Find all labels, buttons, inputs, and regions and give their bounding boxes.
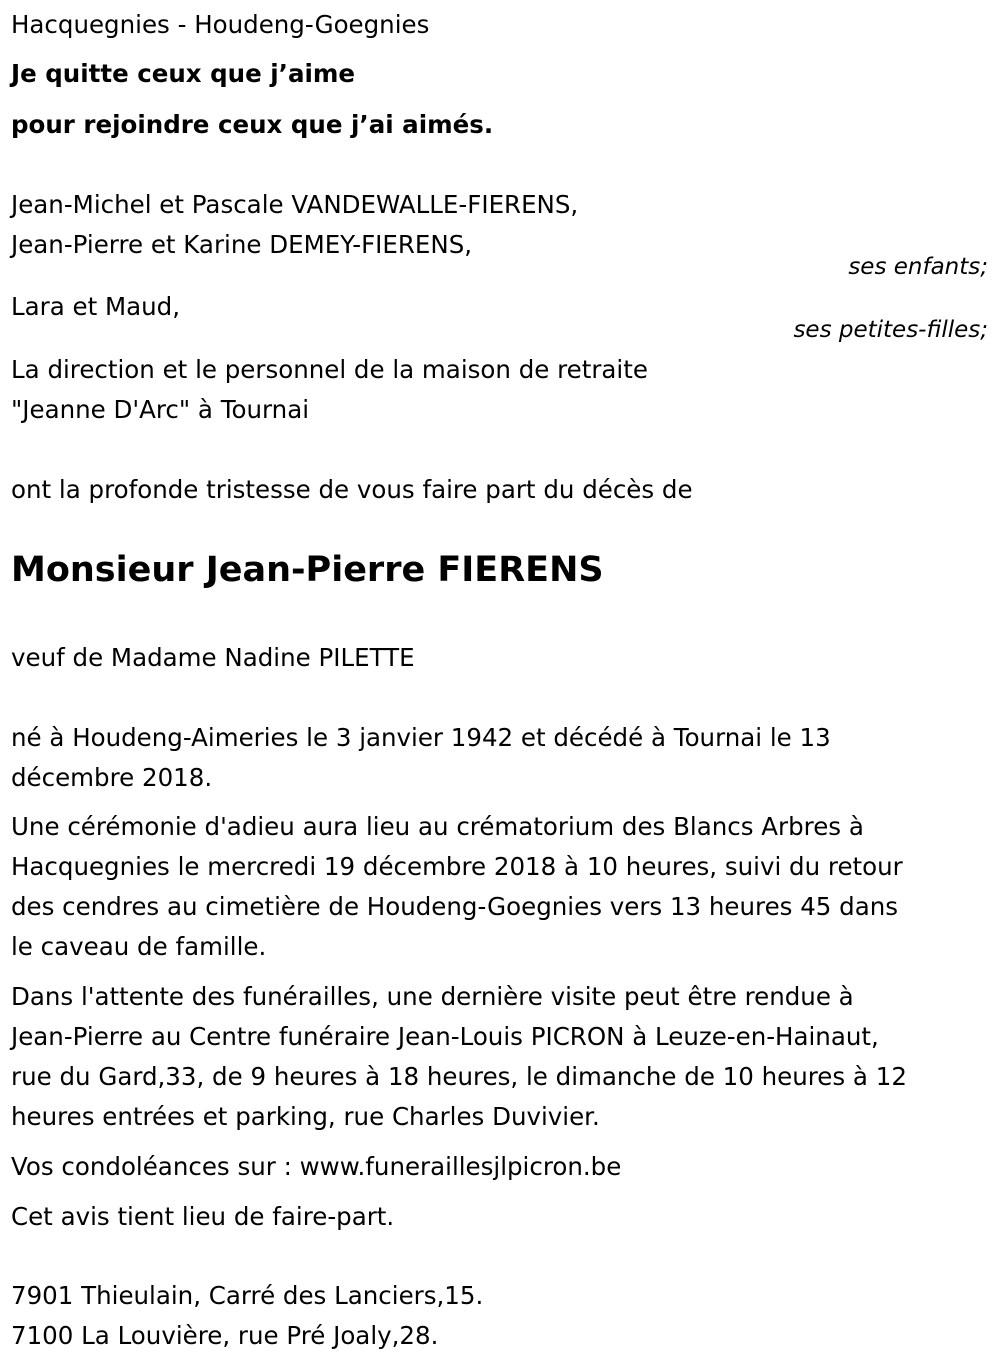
quote-line-2: pour rejoindre ceux que j’ai aimés. — [11, 110, 494, 139]
family-grandchildren: Lara et Maud, — [11, 292, 181, 321]
family-child-1: Jean-Michel et Pascale VANDEWALLE-FIERENS, — [11, 190, 579, 219]
condolences-line: Vos condoléances sur : www.funeraillesjlpicron.be — [11, 1152, 622, 1181]
ceremony-line-1: Une cérémonie d'adieu aura lieu au crématorium des Blancs Arbres à — [11, 812, 864, 841]
institution-line-1: La direction et le personnel de la maison de retraite — [11, 355, 648, 384]
family-child-2: Jean-Pierre et Karine DEMEY-FIERENS, — [11, 230, 473, 259]
location-header: Hacquegnies - Houdeng-Goegnies — [11, 10, 430, 39]
institution-line-2: "Jeanne D'Arc" à Tournai — [11, 395, 310, 424]
children-role: ses enfants; — [848, 254, 988, 280]
grandchildren-role: ses petites-filles; — [793, 317, 988, 343]
visit-line-3: rue du Gard,33, de 9 heures à 18 heures, le dimanche de 10 heures à 12 — [11, 1062, 907, 1091]
widower-of: veuf de Madame Nadine PILETTE — [11, 643, 415, 672]
visit-line-4: heures entrées et parking, rue Charles Duvivier. — [11, 1102, 600, 1131]
deceased-name: Monsieur Jean-Pierre FIERENS — [11, 550, 604, 590]
quote-line-1: Je quitte ceux que j’aime — [11, 59, 356, 88]
visit-line-1: Dans l'attente des funérailles, une dernière visite peut être rendue à — [11, 982, 854, 1011]
birth-death-line-1: né à Houdeng-Aimeries le 3 janvier 1942 et décédé à Tournai le 13 — [11, 723, 831, 752]
address-1: 7901 Thieulain, Carré des Lanciers,15. — [11, 1281, 484, 1310]
visit-line-2: Jean-Pierre au Centre funéraire Jean-Louis PICRON à Leuze-en-Hainaut, — [11, 1022, 879, 1051]
announcement-intro: ont la profonde tristesse de vous faire part du décès de — [11, 475, 693, 504]
birth-death-line-2: décembre 2018. — [11, 763, 213, 792]
ceremony-line-3: des cendres au cimetière de Houdeng-Goegnies vers 13 heures 45 dans — [11, 892, 899, 921]
ceremony-line-4: le caveau de famille. — [11, 932, 267, 961]
address-2: 7100 La Louvière, rue Pré Joaly,28. — [11, 1321, 439, 1350]
ceremony-line-2: Hacquegnies le mercredi 19 décembre 2018 à 10 heures, suivi du retour — [11, 852, 903, 881]
notice-line: Cet avis tient lieu de faire-part. — [11, 1202, 395, 1231]
